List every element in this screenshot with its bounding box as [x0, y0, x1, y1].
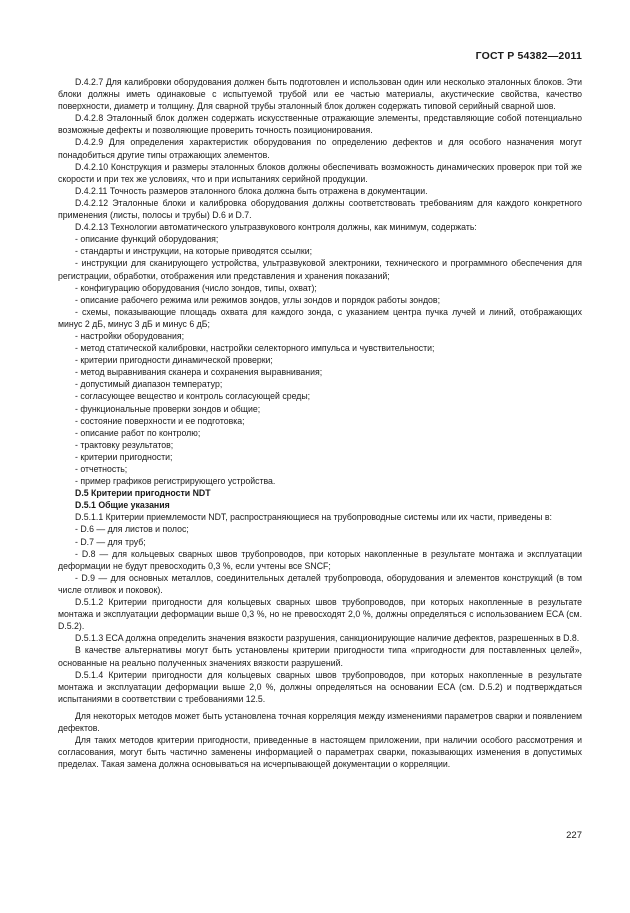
- list-item: - конфигурацию оборудования (число зондов, типы, охват);: [75, 282, 317, 293]
- paragraph: D.5.1.3 ECA должна определить значения вязкости разрушения, санкционирующие наличие дефектов, разрешенных в D.8.: [75, 633, 580, 644]
- page-number: 227: [566, 830, 582, 841]
- paragraph: D.5.1.4 Критерии пригодности для кольцевых сварных швов трубопроводов, при которых накопленные в результате монтажа и эксплуатации деформации выше 2,0 %, должны определяться на основании ECA (см. D.5.2) и подтверждаться испытаниями в соответствии с требованиями 12.5.: [58, 669, 582, 704]
- paragraph: Для таких методов критерии пригодности, приведенные в настоящем приложении, при наличии особого рассмотрения и согласования, могут быть частично заменены информацией о параметрах сварки, показывающих изменения в допустимых пределах. Такая замена должна основываться на исчерпывающей документации о корреляции.: [58, 735, 582, 770]
- subsection-heading: D.5.1 Общие указания: [75, 500, 170, 511]
- list-item: - критерии пригодности;: [75, 451, 173, 462]
- list-item: - D.7 — для труб;: [75, 536, 146, 547]
- list-item: - стандарты и инструкции, на которые приводятся ссылки;: [75, 246, 313, 257]
- list-item: - D.8 — для кольцевых сварных швов трубопроводов, при которых накопленные в результате монтажа и эксплуатации деформации не будут превосходить 0,3 %, если учтены все SNCF;: [58, 548, 582, 571]
- list-item: - трактовку результатов;: [75, 439, 174, 450]
- list-item: - критерии пригодности динамической проверки;: [75, 355, 273, 366]
- paragraph: D.4.2.8 Эталонный блок должен содержать искусственные отражающие элементы, представляющие собой потенциально возможные дефекты и позволяющие проверить точность позиционирования.: [58, 113, 582, 136]
- paragraph: D.4.2.12 Эталонные блоки и калибровка оборудования должны соответствовать требованиям для каждого конкретного применения (листы, полосы и трубы) D.6 и D.7.: [58, 197, 582, 221]
- list-item: - схемы, показывающие площадь охвата для каждого зонда, с указанием центра пучка лучей и линий, отображающих минус 2 дБ, минус 3 дБ и минус 6 дБ;: [58, 306, 582, 329]
- paragraph: D.4.2.13 Технологии автоматического ультразвукового контроля должны, как минимум, содержать:: [75, 222, 477, 233]
- paragraph: D.5.1.2 Критерии пригодности для кольцевых сварных швов трубопроводов, при которых накопленные в результате монтажа и эксплуатации деформации выше 0,3 %, но не превосходят 2,0 %, должны определяться с использованием ECA (см. D.5.2).: [58, 597, 582, 632]
- list-item: - описание рабочего режима или режимов зондов, углы зондов и порядок работы зондов;: [75, 294, 441, 305]
- paragraph: D.4.2.9 Для определения характеристик оборудования по определению дефектов и для особого назначения могут понадобиться другие типы отражающих элементов.: [58, 137, 582, 160]
- list-item: - D.6 — для листов и полос;: [75, 524, 189, 535]
- paragraph: В качестве альтернативы могут быть установлены критерии пригодности типа «пригодности для поставленных целей», основанные на реально полученных значениях вязкости разрушений.: [58, 645, 582, 668]
- list-item: - функциональные проверки зондов и общие;: [75, 403, 261, 414]
- standard-header: ГОСТ Р 54382—2011: [475, 50, 582, 62]
- list-item: - пример графиков регистрирующего устройства.: [75, 476, 276, 487]
- list-item: - описание функций оборудования;: [75, 234, 219, 245]
- paragraph: Для некоторых методов может быть установлена точная корреляция между изменениями параметров сварки и появлением дефектов.: [58, 710, 582, 733]
- list-item: - метод статической калибровки, настройки селекторного импульса и чувствительности;: [75, 343, 435, 354]
- list-item: - состояние поверхности и ее подготовка;: [75, 415, 245, 426]
- paragraph: D.4.2.11 Точность размеров эталонного блока должна быть отражена в документации.: [75, 185, 428, 196]
- list-item: - настройки оборудования;: [75, 330, 185, 341]
- list-item: - допустимый диапазон температур;: [75, 379, 223, 390]
- list-item: - метод выравнивания сканера и сохранения выравнивания;: [75, 367, 323, 378]
- paragraph: D.4.2.10 Конструкция и размеры эталонных блоков должны обеспечивать возможность динамических проверок при той же скорости и при тех же условиях, что и при испытаниях серийной продукции.: [58, 161, 582, 184]
- list-item: - инструкции для сканирующего устройства, ультразвуковой электроники, технического и программного обеспечения для регистрации, обработки, отображения или представления и хранения показаний;: [58, 258, 582, 281]
- paragraph: D.4.2.7 Для калибровки оборудования должен быть подготовлен и использован один или несколько эталонных блоков. Эти блоки должны иметь одинаковые с испытуемой трубой или ее частью материалы, акустические свойства, качество поверхности, диаметр и толщину. Для сварной трубы эталонный блок должен содержать типовой серийный сварной шов.: [58, 77, 582, 112]
- section-heading: D.5 Критерии пригодности NDT: [75, 488, 211, 499]
- list-item: - описание работ по контролю;: [75, 427, 201, 438]
- list-item: - D.9 — для основных металлов, соединительных деталей трубопровода, оборудования и элементов конструкций (в том числе отливок и поковок).: [58, 572, 582, 595]
- list-item: - согласующее вещество и контроль согласующей среды;: [75, 391, 311, 402]
- paragraph: D.5.1.1 Критерии приемлемости NDT, распространяющиеся на трубопроводные системы или их части, приведены в:: [75, 512, 552, 523]
- document-body: [58, 76, 582, 770]
- list-item: - отчетность;: [75, 464, 128, 474]
